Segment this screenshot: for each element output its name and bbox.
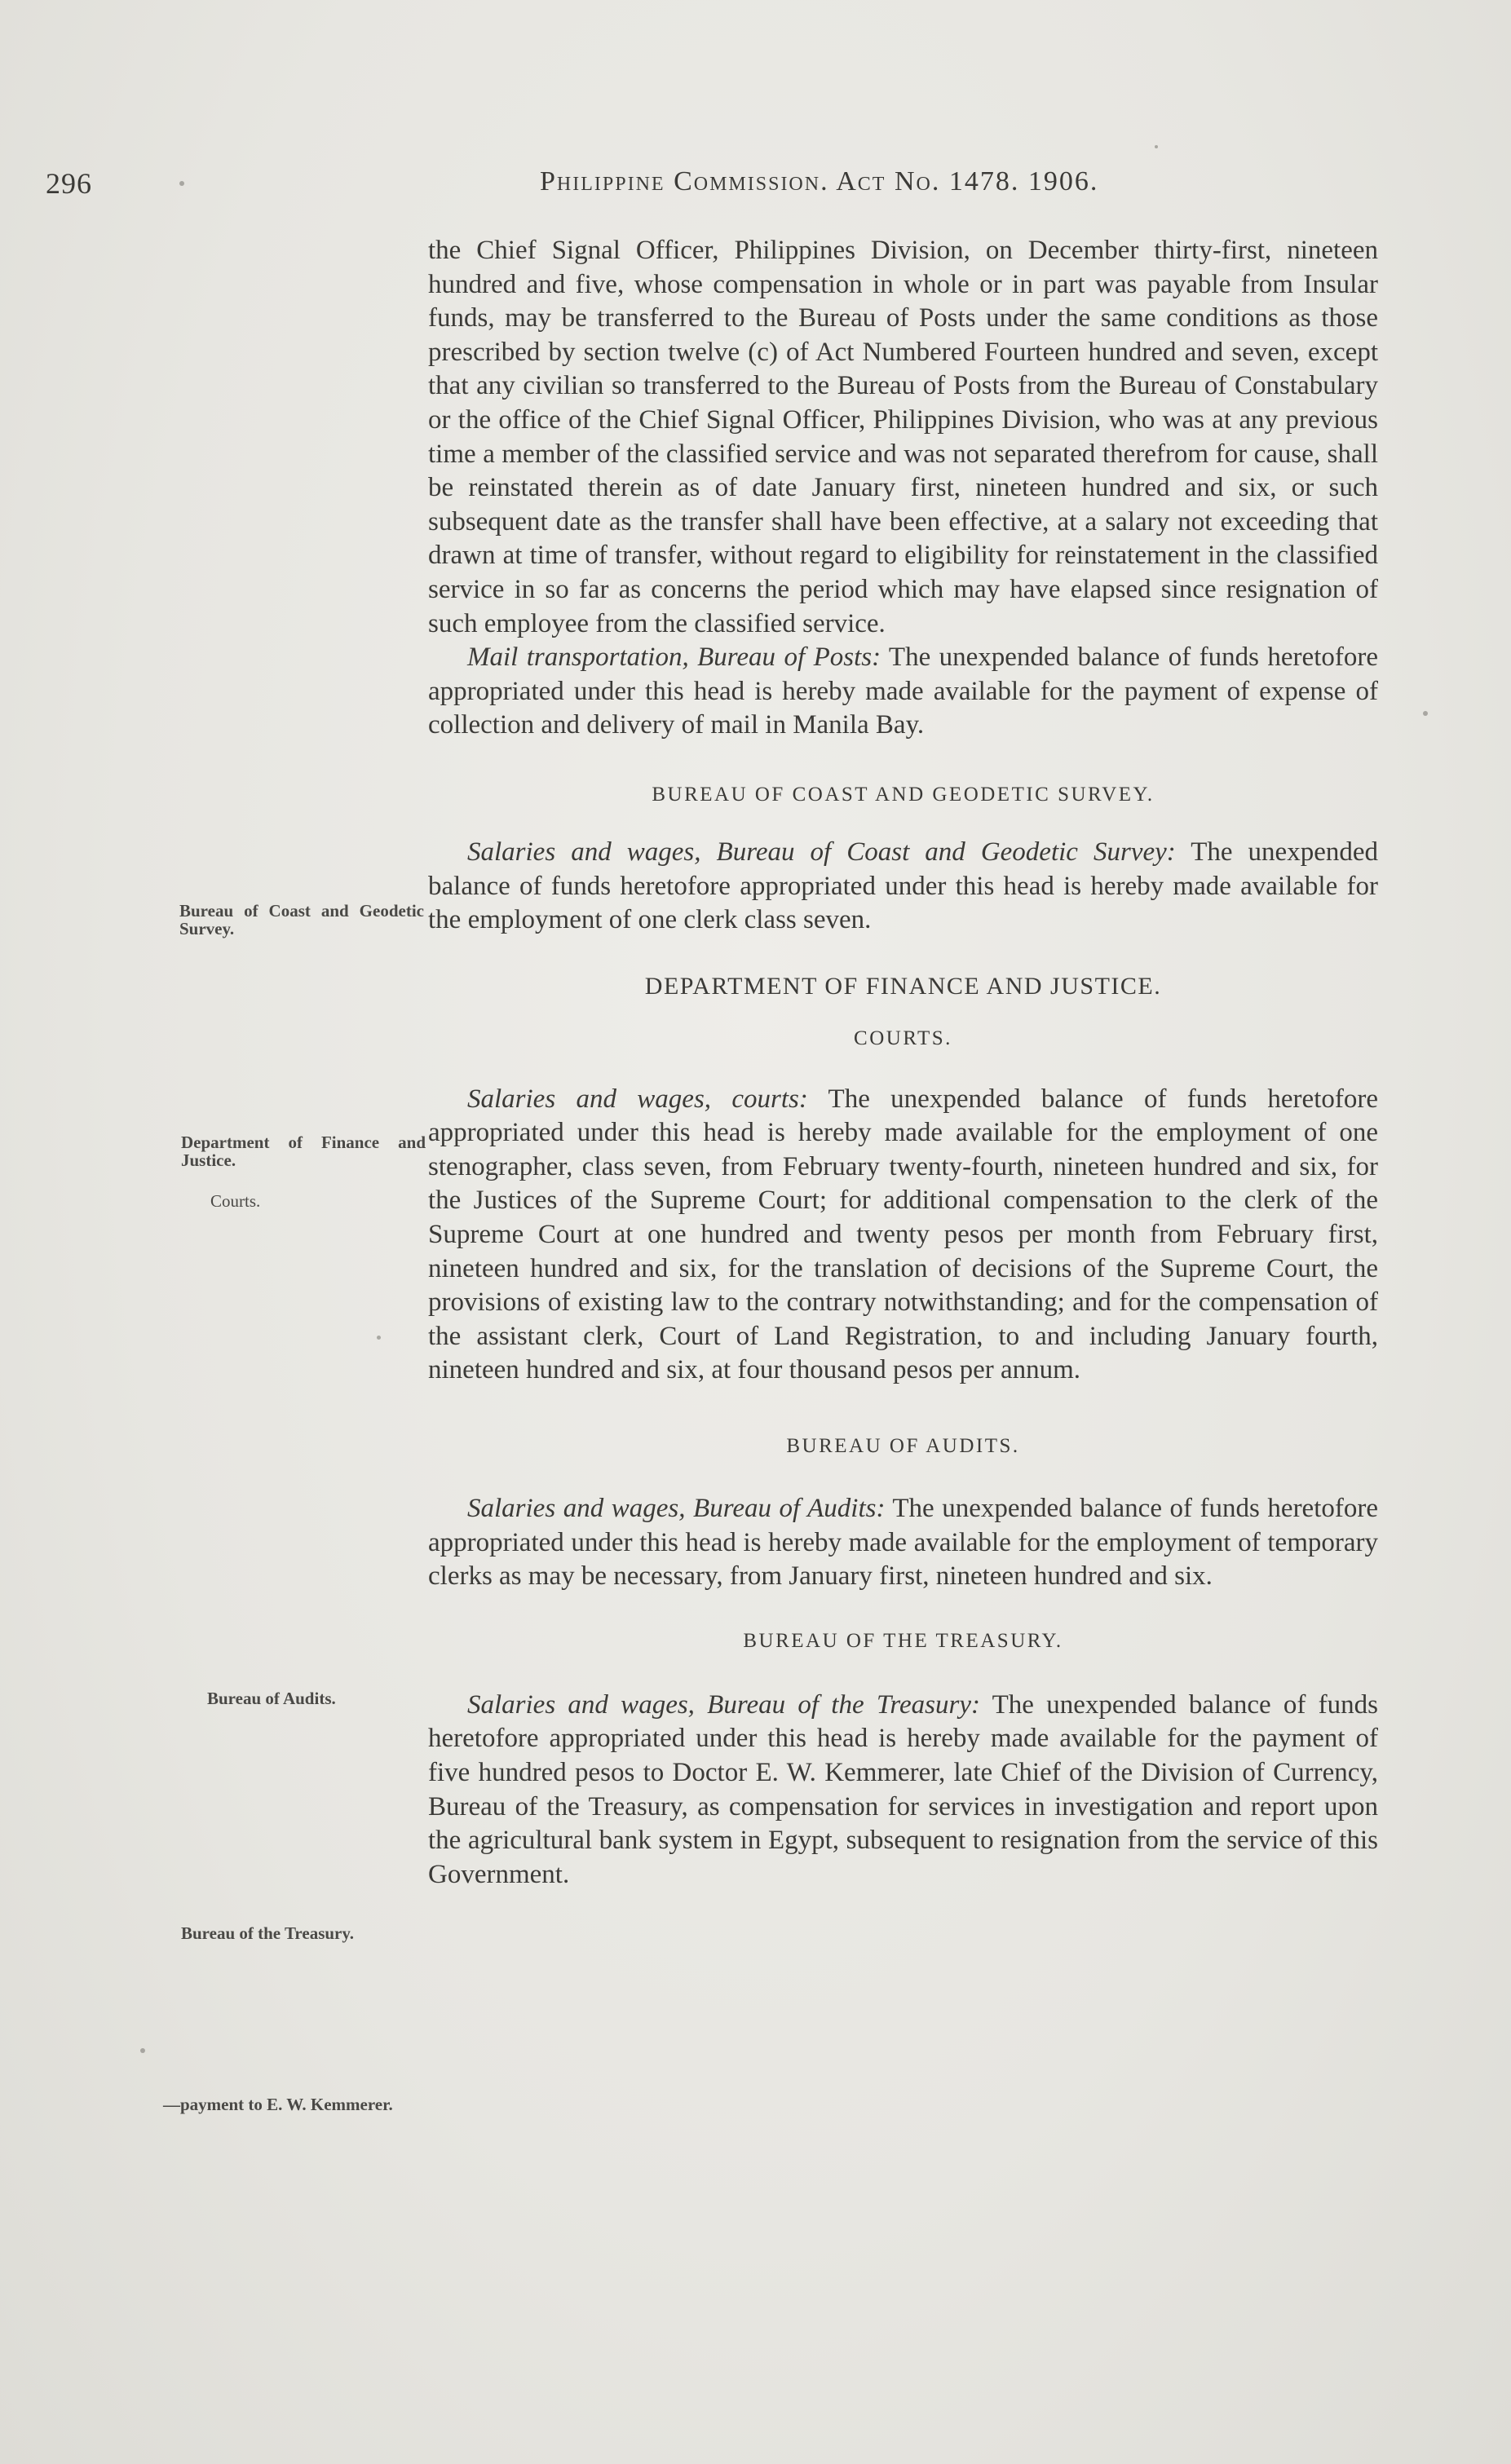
running-title: Philippine Commission. Act No. 1478. 1906.: [540, 166, 1099, 197]
paragraph-treasury: [428, 1689, 1378, 1892]
lead-courts: Salaries and wages, courts:: [467, 1084, 808, 1114]
paragraph-coast-survey: [428, 836, 1378, 938]
text-mail: The unexpended balance of funds heretofore appropriated under this head is hereby made available for the payment of expense of collection and delivery of mail in Manila Bay.: [428, 642, 1378, 740]
heading-courts: COURTS.: [854, 1027, 952, 1049]
lead-audits: Salaries and wages, Bureau of Audits:: [467, 1494, 886, 1524]
paragraph-transfer: the Chief Signal Officer, Philippines Division, on December thirty-first, nineteen hundred and five, whose compensation in whole or in part was payable from Insular funds, may be transferred to the Bureau of Posts under the same conditions as those prescribed by section twelve (c) of Act Numbered Fourteen hundred and seven, except that any civilian so transferred to the Bureau of Posts from the Bureau of Constabulary or the office of the Chief Signal Officer, Philippines Division, who was at any previous time a member of the classified service and was not separated therefrom for cause, shall be reinstated therein as of date January first, nineteen hundred and six, or such subsequent date as the transfer shall have been effective, at a salary not exceeding that drawn at time of transfer, without regard to eligibility for reinstatement in the classified service in so far as concerns the period which may have elapsed since resignation of such employee from the classified service.: [428, 236, 1378, 638]
margin-note-kemmerer: —payment to E. W. Kemmerer.: [163, 2095, 393, 2114]
scan-speck: [1155, 145, 1158, 148]
scan-speck: [179, 181, 184, 186]
text-coast-survey: The unexpended balance of funds heretofore appropriated under this head is hereby made available for the employment of one clerk class seven.: [428, 837, 1378, 935]
paragraph-audits: [428, 1492, 1378, 1594]
margin-note-audits: Bureau of Audits.: [207, 1689, 336, 1708]
scan-speck: [1423, 711, 1428, 716]
heading-treasury: BUREAU OF THE TREASURY.: [743, 1629, 1063, 1652]
text-treasury: The unexpended balance of funds heretofore appropriated under this head is hereby made available for the payment of five hundred pesos to Doctor E. W. Kemmerer, late Chief of the Division of Currency, Bureau of the Treasury, as compensation for services in investigation and report upon the agricultural bank system in Egypt, subsequent to resignation from the service of this Government.: [428, 1689, 1378, 1889]
page-header: [0, 160, 1511, 209]
text-audits: The unexpended balance of funds heretofore appropriated under this head is hereby made available for the employment of temporary clerks as may be necessary, from January first, nineteen hundred and six.: [428, 1494, 1378, 1592]
heading-coast-survey: BUREAU OF COAST AND GEODETIC SURVEY.: [652, 783, 1155, 806]
body-text: [428, 234, 1378, 1892]
margin-note-coast-survey: Bureau of Coast and Geodetic Survey.: [179, 901, 424, 938]
margin-note-finance-justice: Department of Finance and Justice.: [181, 1133, 426, 1170]
margin-note-treasury: Bureau of the Treasury.: [181, 1923, 354, 1943]
margin-note-courts: Courts.: [210, 1191, 261, 1211]
lead-treasury: Salaries and wages, Bureau of the Treasury:: [467, 1689, 980, 1720]
heading-finance-justice: DEPARTMENT OF FINANCE AND JUSTICE.: [644, 972, 1162, 1000]
text-courts: The unexpended balance of funds heretofore appropriated under this head is hereby made available for the employment of one stenographer, class seven, from February twenty-fourth, nineteen hundred and six, for the Justices of the Supreme Court; for additional compensation to the clerk of the Supreme Court at one hundred and twenty pesos per month from February first, nineteen hundred and six, for the translation of decisions of the Supreme Court, the provisions of existing law to the contrary notwithstanding; and for the compensation of the assistant clerk, Court of Land Registration, to and including January fourth, nineteen hundred and six, at four thousand pesos per annum.: [428, 1084, 1378, 1385]
lead-mail: Mail transportation, Bureau of Posts:: [467, 642, 881, 673]
heading-audits: BUREAU OF AUDITS.: [786, 1435, 1020, 1458]
scan-speck: [377, 1336, 381, 1340]
lead-coast-survey: Salaries and wages, Bureau of Coast and Geodetic Survey:: [467, 837, 1176, 867]
scan-speck: [140, 2048, 145, 2053]
page-number: 296: [46, 167, 92, 200]
paragraph-mail-transportation: [428, 641, 1378, 743]
paragraph-courts: [428, 1083, 1378, 1388]
